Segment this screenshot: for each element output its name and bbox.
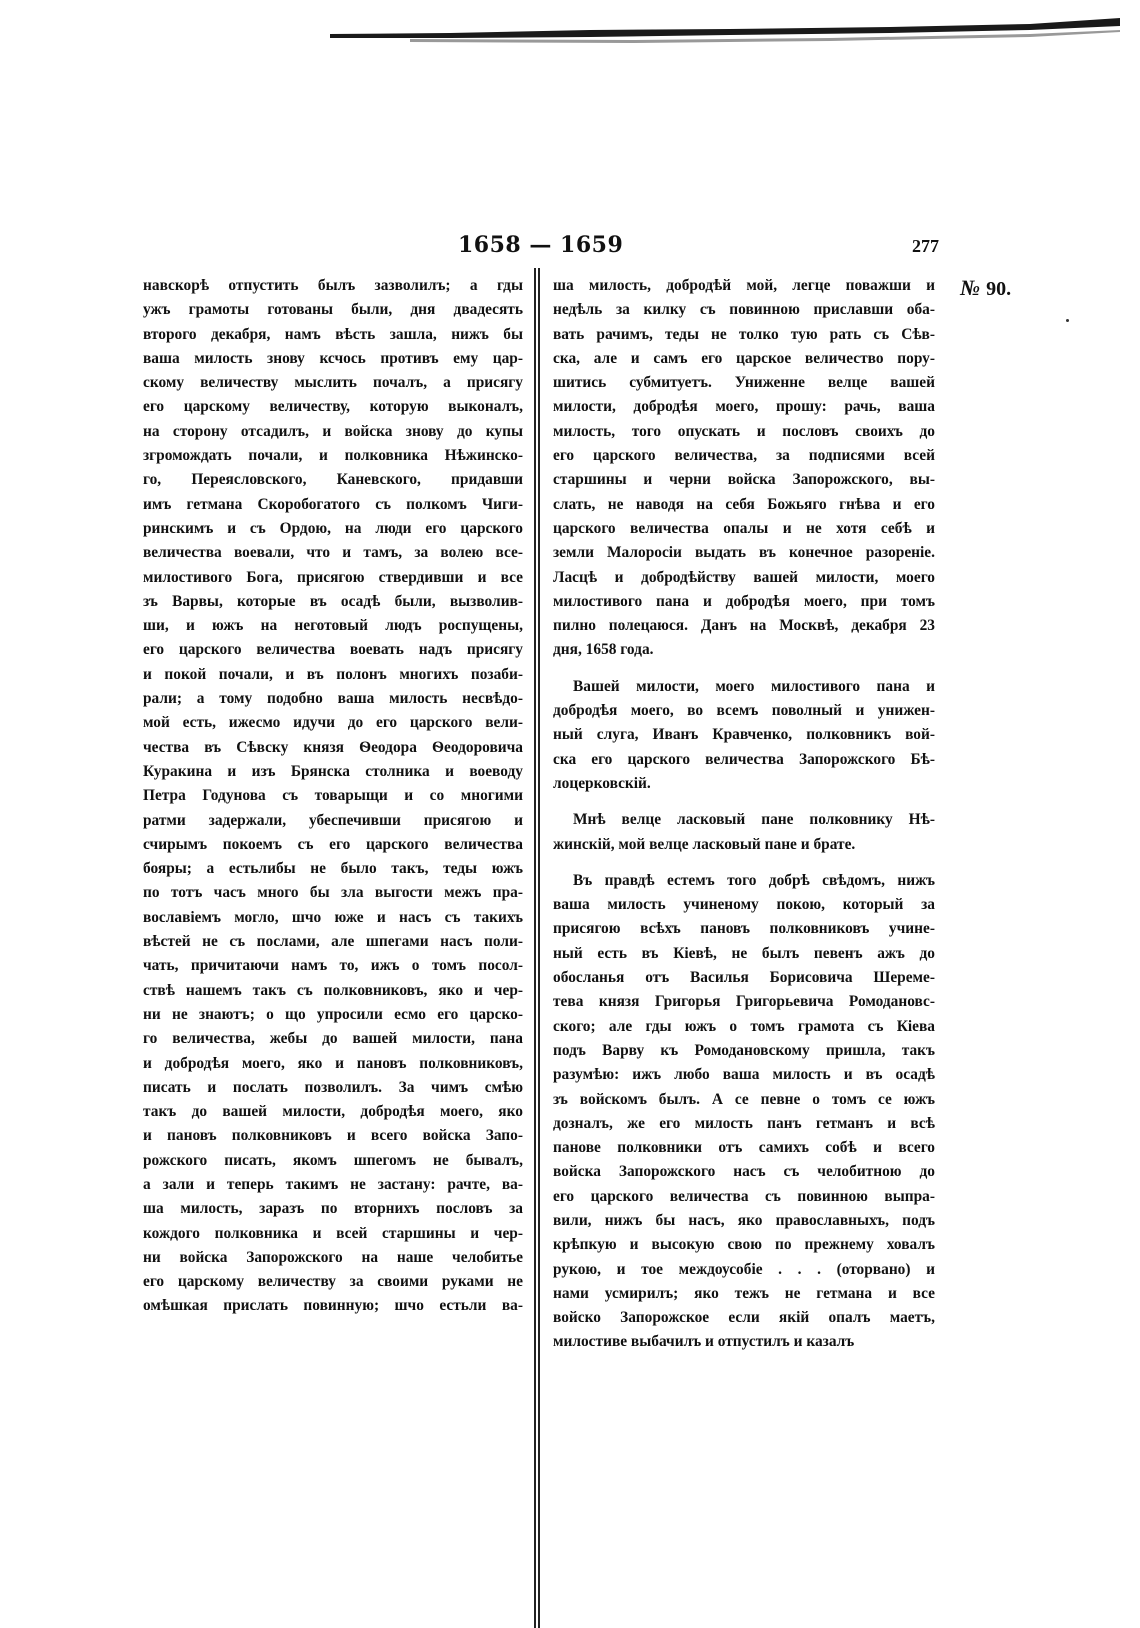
page-number: 277	[912, 236, 939, 256]
text-line: и пановъ полковниковъ и всего войска Запо-	[143, 1127, 523, 1145]
text-line: писать и послать позволилъ. За чимъ смѣю	[143, 1078, 523, 1096]
text-line: омѣшкая прислать повинную; шчо естьли ва-	[143, 1297, 523, 1315]
text-line: и покой почали, и въ полонъ многихъ позаби-	[143, 665, 523, 683]
text-line: мой есть, ижесмо идучи до его царского вели-	[143, 714, 523, 732]
text-line: ни войска Запорожского на наше челобитье	[143, 1248, 523, 1266]
text-line: рали; а тому подобно ваша милость несвѣдо-	[143, 690, 523, 708]
text-line: вать рачимъ, теды не толко тую рать съ Сѣв-	[553, 325, 935, 343]
text-line: недѣль за килку съ повинною приславши оба-	[553, 301, 935, 319]
text-line: его царскому величеству за своими руками не	[143, 1273, 523, 1291]
text-line: имъ гетмана Скоробогатого съ полкомъ Чиги-	[143, 495, 523, 513]
text-line: кождого полковника и всей старшины и чер-	[143, 1224, 523, 1242]
text-line: такъ до вашей милости, добродѣя моего, яко	[143, 1103, 523, 1121]
paragraph-gap	[553, 663, 935, 675]
text-line: ужъ грамоты готованы были, дня двадесять	[143, 301, 523, 319]
text-line: навскорѣ отпустить былъ зазволилъ; а гды	[143, 277, 523, 294]
text-line: второго декабря, намъ вѣсть зашла, нижъ бы	[143, 325, 523, 343]
paragraph-gap	[553, 796, 935, 808]
text-line: добродѣя моего, во всемъ поволный и унижен-	[553, 702, 935, 720]
text-line: вили, нижъ бы насъ, яко православныхъ, подъ	[553, 1211, 935, 1229]
text-line: ратми задержали, убеспечивши присягою и	[143, 811, 523, 829]
text-line: ринскимъ и съ Ордою, на люди его царского	[143, 519, 523, 537]
paragraph-gap	[553, 857, 935, 869]
text-line: панове полковники отъ самихъ собѣ и всего	[553, 1139, 935, 1157]
text-line: чества въ Сѣвску князя Ѳеодора Ѳеодоровича	[143, 738, 523, 756]
text-line: крѣпкую и высокую свою по прежнему ховалъ	[553, 1236, 935, 1254]
text-line: милостиве выбачилъ и отпустилъ и казалъ	[553, 1333, 855, 1351]
document-number: 90.	[986, 278, 1012, 300]
text-line: шитись субмитуетъ. Униженне велце вашей	[553, 374, 935, 392]
text-line: его царского величества, за подписями всей	[553, 447, 935, 465]
text-line: чать, причитаючи намъ то, ижъ о томъ посол-	[143, 957, 523, 975]
text-line: бояры; а естьлибы не было такъ, теды южъ	[143, 860, 523, 878]
text-line: ваша милость учиненому покою, который за	[553, 896, 935, 914]
text-line: величества воевали, что и тамъ, за волею все-	[143, 544, 523, 562]
column-rule-right	[538, 268, 540, 1628]
column-rule-left	[534, 268, 536, 1628]
text-line: милость, того опускать и пословъ своихъ до	[553, 422, 935, 440]
text-line: на сторону отсадилъ, и войска знову до купы	[143, 422, 523, 440]
text-line: ствѣ нашемъ такъ съ полковниковъ, яко и чер-	[143, 981, 523, 999]
text-line: ни не знаютъ; о що упросили есмо его царско-	[143, 1005, 523, 1023]
text-line: старшины и черни войска Запорожского, вы-	[553, 471, 935, 489]
text-line: пилно полецаюся. Данъ на Москвѣ, декабря 23	[553, 617, 935, 635]
text-line: го величества, жебы до вашей милости, пана	[143, 1030, 523, 1048]
scan-artifact-streak	[330, 18, 1120, 44]
text-line: рукою, и тое междоусобіе . . . (оторвано) и	[553, 1260, 935, 1278]
text-line: скому величеству мыслить почалъ, а присягу	[143, 374, 523, 392]
text-line: зъ войскомъ былъ. А се певне о томъ се южъ	[553, 1090, 935, 1108]
text-line: войска Запорожского насъ съ челобитною до	[553, 1163, 935, 1181]
text-line: жинскій, мой велце ласковый пане и брате.	[553, 835, 856, 853]
text-line: слать, не наводя на себя Божьяго гнѣва и его	[553, 495, 935, 513]
text-line: дня, 1658 года.	[553, 641, 654, 659]
text-line: разумѣю: ижъ любо ваша милость и въ осадѣ	[553, 1066, 935, 1084]
numero-sign: №	[960, 275, 981, 300]
text-line: присягою всѣхъ пановъ полковниковъ учине-	[553, 920, 935, 938]
text-line: Куракина и изъ Брянска столника и воеводу	[143, 762, 523, 780]
text-line: вѣстей не съ послами, але шпегами насъ поли-	[143, 933, 523, 951]
text-line: милостивого Бога, присягою ствердивши и все	[143, 568, 523, 586]
text-line: ный слуга, Иванъ Кравченко, полковникъ вой-	[553, 726, 935, 744]
text-line: счирымъ покоемъ съ его царского величества	[143, 835, 523, 853]
text-line: Ласцѣ и добродѣйству вашей милости, моего	[553, 568, 935, 586]
text-line: ша милость, заразъ по вторнихъ пословъ за	[143, 1200, 523, 1218]
text-line: обосланья отъ Василья Борисовича Шереме-	[553, 969, 935, 987]
document-number-marginal	[960, 275, 1011, 301]
text-line: а зали и теперь такимъ не застану: рачте, ва-	[143, 1175, 523, 1193]
text-line: ского; але гды южъ о томъ грамота съ Кіева	[553, 1017, 935, 1035]
text-line: Петра Годунова съ товарыщи и со многими	[143, 787, 523, 805]
text-line: вославіемъ могло, шчо юже и насъ съ такихъ	[143, 908, 523, 926]
text-line: го, Переясловского, Каневского, придавши	[143, 471, 523, 489]
text-line: зъ Варвы, которые въ осадѣ были, вызволив-	[143, 592, 523, 610]
text-line: Мнѣ велце ласковый пане полковнику Нѣ-	[573, 811, 935, 829]
text-line: царского величества опалы и не хотя себѣ и	[553, 519, 935, 537]
text-line: нами усмирилъ; яко тежъ не гетмана и все	[553, 1284, 935, 1302]
column-divider	[532, 268, 542, 1628]
text-line: его царскому величеству, которую выконалъ,	[143, 398, 523, 416]
text-line: Вашей милости, моего милостивого пана и	[573, 677, 935, 695]
text-line: ный есть въ Кіевѣ, не былъ певенъ ажъ до	[553, 944, 935, 962]
text-line: тева князя Григорья Григорьевича Ромодановс-	[553, 993, 935, 1011]
text-line: его царского величества съ повинною выпра-	[553, 1187, 935, 1205]
text-line: войско Запорожское если якій опалъ маетъ,	[553, 1309, 935, 1327]
text-line: и добродѣя моего, яко и пановъ полковниковъ,	[143, 1054, 523, 1072]
text-line: ши, и южъ на неготовый людъ роспущены,	[143, 617, 523, 635]
text-line: милостивого пана и добродѣя моего, при томъ	[553, 592, 935, 610]
text-line: по тотъ часъ много бы зла выгости межъ пра-	[143, 884, 523, 902]
text-line: его царского величества воевать надъ присягу	[143, 641, 523, 659]
text-line: милости, добродѣя моего, прошу: рачь, ваша	[553, 398, 935, 416]
text-line: ша милость, добродѣй мой, легце поважши и	[553, 277, 935, 294]
scan-speck	[1066, 319, 1069, 322]
text-line: рожского писать, якомъ шпегомъ не бывалъ,	[143, 1151, 523, 1169]
text-line: ска его царского величества Запорожского Бѣ-	[553, 750, 935, 768]
left-text-column	[143, 274, 523, 1319]
text-line: ска, але и самъ его царское величество пору-	[553, 349, 935, 367]
text-line: Въ правдѣ естемъ того добрѣ свѣдомъ, нижъ	[573, 871, 935, 889]
text-line: земли Малоросіи выдать въ конечное разореніе.	[553, 544, 935, 562]
running-head-years: 1658 — 1659	[458, 232, 624, 258]
text-line: дозналъ, же его милость панъ гетманъ и всѣ	[553, 1114, 935, 1132]
text-line: подъ Варву къ Ромодановскому пришла, такъ	[553, 1041, 935, 1059]
right-text-column	[553, 274, 935, 1355]
text-line: ваша милость знову ксчось противъ ему цар-	[143, 349, 523, 367]
text-line: лоцерковскій.	[553, 774, 651, 792]
text-line: згромождать почали, и полковника Нѣжинско-	[143, 447, 523, 465]
